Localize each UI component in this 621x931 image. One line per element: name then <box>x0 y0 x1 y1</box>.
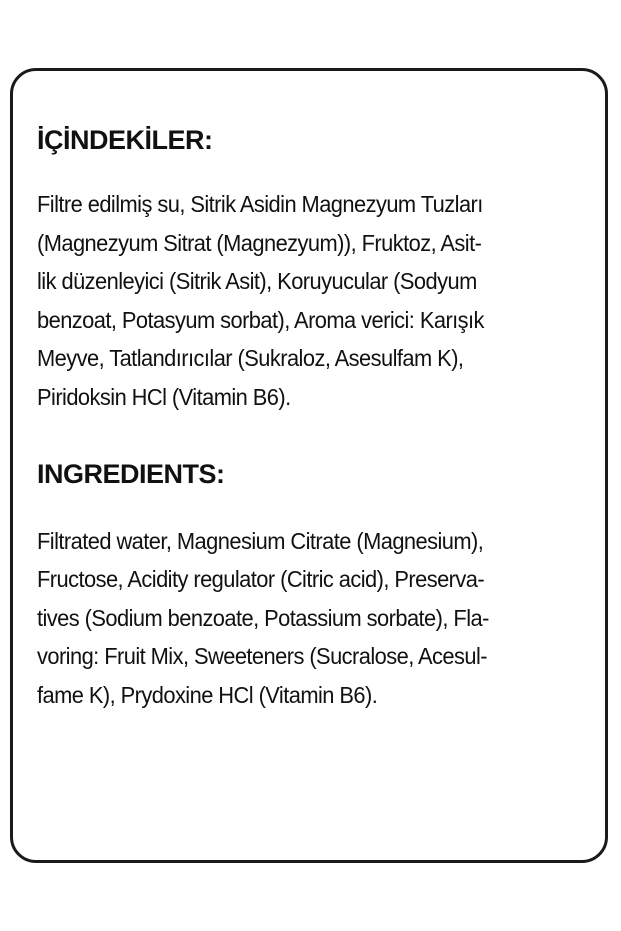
turkish-ingredients-paragraph <box>37 185 579 417</box>
turkish-heading: İÇİNDEKİLER: <box>37 125 213 155</box>
english-heading: INGREDIENTS: <box>37 458 225 489</box>
turkish-line-4: benzoat, Potasyum sorbat), Aroma verici: Karışık <box>37 306 484 333</box>
ingredients-label-card <box>10 68 608 863</box>
label-content <box>37 123 579 715</box>
turkish-line-6: Piridoksin HCl (Vitamin B6). <box>37 383 291 410</box>
english-ingredients-paragraph <box>37 522 579 715</box>
english-line-4: voring: Fruit Mix, Sweeteners (Sucralose, Acesul- <box>37 643 488 670</box>
english-line-3: tives (Sodium benzoate, Potassium sorbate), Fla- <box>37 604 489 631</box>
english-line-5: fame K), Prydoxine HCl (Vitamin B6). <box>37 681 378 708</box>
turkish-line-5: Meyve, Tatlandırıcılar (Sukraloz, Asesulfam K), <box>37 345 464 372</box>
turkish-line-1: Filtre edilmiş su, Sitrik Asidin Magnezyum Tuzları <box>37 191 483 217</box>
english-line-2: Fructose, Acidity regulator (Citric acid), Preserva- <box>37 566 485 593</box>
turkish-line-2: (Magnezyum Sitrat (Magnezyum)), Fruktoz, Asit- <box>37 229 482 256</box>
turkish-line-3: lik düzenleyici (Sitrik Asit), Koruyucular (Sodyum <box>37 268 477 295</box>
english-line-1: Filtrated water, Magnesium Citrate (Magnesium), <box>37 527 484 554</box>
